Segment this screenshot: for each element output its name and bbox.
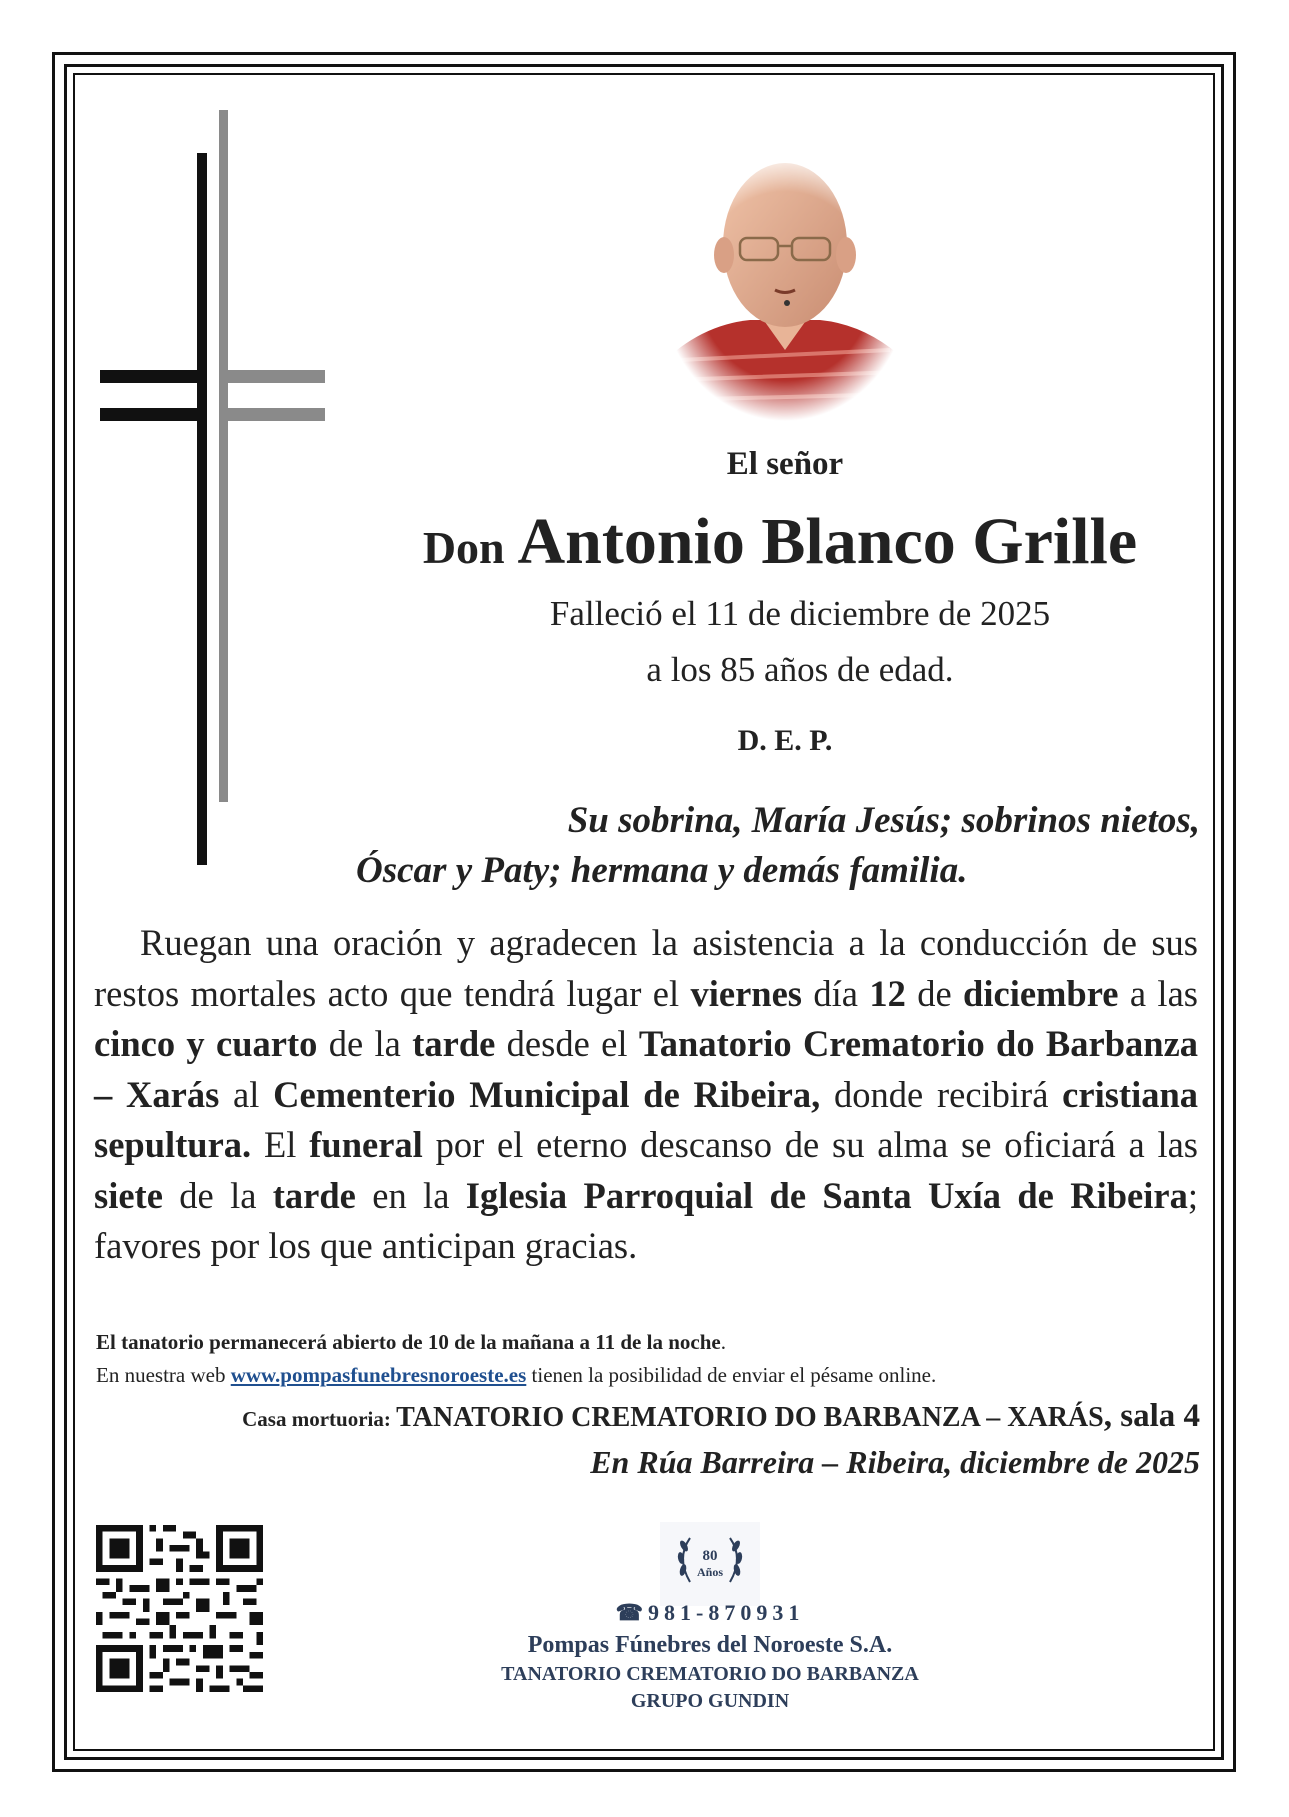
phone-icon: ☎: [615, 1600, 649, 1625]
family-line-2: Óscar y Paty; hermana y demás familia.: [356, 850, 968, 891]
phone-number[interactable]: 981-870931: [648, 1600, 805, 1625]
company-group: GRUPO GUNDIN: [630, 1690, 790, 1712]
company-name: Pompas Fúnebres del Noroeste S.A.: [527, 1632, 893, 1658]
ceremony-paragraph: Ruegan una oración y agradecen la asistencia a la conducción de sus restos mortales acto que tendrá lugar el viernes día 12 de diciembre a las cinco y cuarto de la tarde desde el Tanatorio Crematorio do Barbanza – Xarás al Cementerio Municipal de Ribeira, donde recibirá cristiana sepultura. El funeral por el eterno descanso de su alma se oficiará a las siete de la tarde en la Iglesia Parroquial de Santa Uxía de Ribeira; favores por los que anticipan gracias.: [94, 922, 1199, 1266]
portrait-photo: [660, 150, 910, 422]
deceased-name: [350, 500, 1210, 590]
phone-line: [485, 1600, 935, 1626]
death-date: Falleció el 11 de diciembre de 2025: [549, 594, 1051, 633]
funeral-home-label: Casa mortuoria:: [242, 1407, 397, 1431]
family-list: [330, 796, 1200, 896]
emblem-word: Años: [696, 1565, 724, 1579]
emblem-number: 80: [702, 1548, 718, 1564]
funeral-home-line: [96, 1398, 1200, 1435]
room-number: , sala 4: [1103, 1398, 1200, 1434]
website-link[interactable]: www.pompasfunebresnoroeste.es: [230, 1363, 527, 1387]
opening-hours: El tanatorio permanecerá abierto de 10 de la mañana a 11 de la noche.: [96, 1330, 726, 1354]
dateline: En Rúa Barreira – Ribeira, diciembre de 2025: [590, 1444, 1200, 1480]
salutation: El señor: [726, 446, 844, 482]
company-tanatorio: TANATORIO CREMATORIO DO BARBANZA: [501, 1663, 919, 1685]
death-info: [440, 586, 1160, 698]
qr-code-icon[interactable]: [96, 1525, 263, 1692]
website-note: En nuestra web www.pompasfunebresnoroeste.es tienen la posibilidad de enviar el pésame online.: [96, 1363, 937, 1387]
death-age: a los 85 años de edad.: [646, 650, 954, 689]
name-text: Antonio Blanco Grille: [517, 505, 1138, 578]
inner-border: [73, 73, 1215, 1751]
rip-text: D. E. P.: [737, 724, 833, 757]
family-line-1: Su sobrina, María Jesús; sobrinos nietos,: [567, 800, 1200, 841]
funeral-home-name: TANATORIO CREMATORIO DO BARBANZA – XARÁS: [396, 1402, 1104, 1433]
anniversary-emblem: [660, 1522, 760, 1606]
name-prefix: Don: [422, 522, 505, 573]
